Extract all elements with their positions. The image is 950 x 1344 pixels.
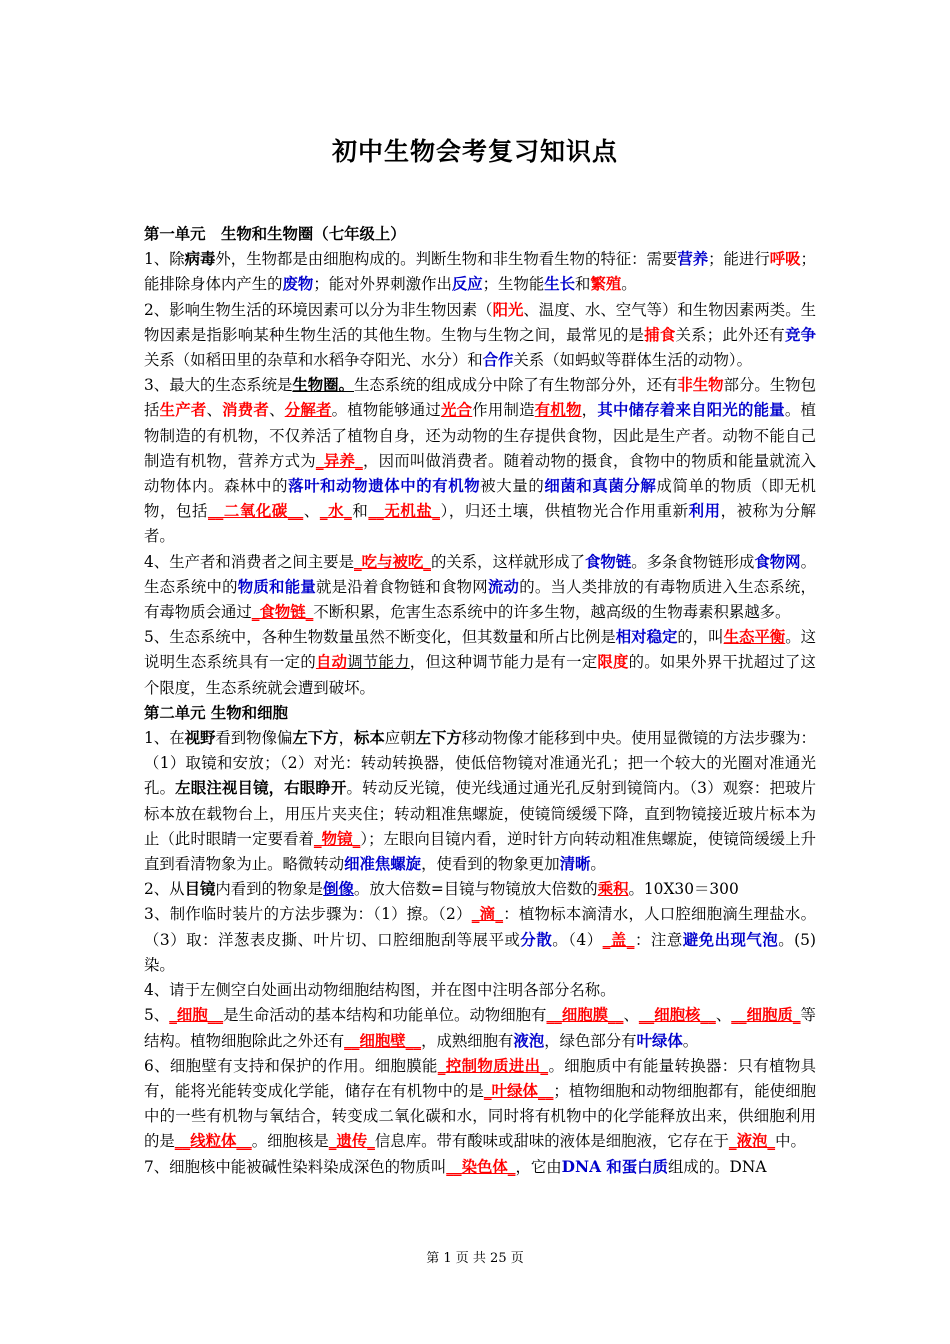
unit1-paragraph-5 bbox=[144, 625, 816, 701]
highlighted-term: 流动 bbox=[487, 577, 520, 596]
text-run: ， bbox=[581, 401, 598, 420]
text-run: 作用制造 bbox=[472, 401, 535, 420]
text-run: 、 bbox=[623, 1006, 639, 1025]
highlighted-term: _控制物质进出_ bbox=[437, 1056, 549, 1075]
text-run: 看到物像偏 bbox=[215, 729, 293, 748]
text-run: 的，叫 bbox=[677, 628, 724, 647]
text-run: ，被称为分解者。 bbox=[144, 502, 816, 546]
text-run: 中。 bbox=[775, 1132, 806, 1151]
highlighted-term: 消费者 bbox=[222, 401, 270, 420]
text-run: 。 bbox=[682, 1031, 699, 1050]
unit2-paragraph-4 bbox=[144, 978, 816, 1003]
text-run: 组成的。DNA bbox=[667, 1157, 767, 1176]
text-run: 、 bbox=[715, 1006, 732, 1025]
highlighted-term: 避免出现气泡 bbox=[682, 930, 779, 949]
text-run: 。植物能够通过 bbox=[331, 401, 441, 420]
unit1-heading: 第一单元 生物和生物圈（七年级上） bbox=[144, 225, 406, 243]
highlighted-term: _细胞__ bbox=[169, 1006, 224, 1025]
highlighted-term: _吃与被吃_ bbox=[353, 552, 431, 571]
text-run: 3、制作临时装片的方法步骤为：（1）擦。（2） bbox=[144, 905, 472, 924]
text-run: 关系；此外还有 bbox=[675, 325, 785, 344]
highlighted-term: 反应 bbox=[451, 275, 483, 294]
highlighted-term: 营养 bbox=[677, 250, 709, 269]
text-run: 1、在 bbox=[144, 729, 185, 748]
highlighted-term: __细胞质_ bbox=[731, 1006, 801, 1025]
highlighted-term: 倒像 bbox=[323, 880, 354, 899]
text-run: 。多条食物链形成 bbox=[631, 552, 755, 571]
text-run: 。细胞质中有能量转换器：只有植物具有，能将光能转变成化学能，储存在有机物中的是 bbox=[144, 1056, 816, 1100]
highlighted-term: _盖_ bbox=[602, 930, 635, 949]
text-run: 。细胞核是 bbox=[251, 1132, 329, 1151]
highlighted-term: _遗传_ bbox=[328, 1132, 375, 1151]
text-run: 、温度、水、空气等）和生物因素两类。生物因素是指影响某种生物生活的其他生物。生物与生物之间，最常见的是 bbox=[144, 300, 816, 344]
text-run: 。 bbox=[590, 855, 606, 874]
text-run: 的。当人类排放的有毒物质进入生态系统，有毒物质会通过 bbox=[144, 577, 816, 622]
highlighted-term: DNA 和蛋白质 bbox=[561, 1157, 668, 1176]
unit1-paragraph-4 bbox=[144, 550, 816, 626]
text-run: 、 bbox=[269, 401, 285, 420]
highlighted-term: _物镜_ bbox=[313, 829, 361, 848]
highlighted-term: 生产者 bbox=[159, 401, 207, 420]
highlighted-term: _滴_ bbox=[471, 905, 504, 924]
highlighted-term: 废物 bbox=[282, 275, 314, 294]
text-run: 信息库。带有酸味或甜味的液体是细胞液，它存在于 bbox=[374, 1132, 729, 1151]
highlighted-term: 合作 bbox=[482, 351, 514, 370]
highlighted-term: 左下方 bbox=[415, 729, 462, 748]
highlighted-term: 食物链 bbox=[584, 552, 632, 571]
highlighted-term: 目镜 bbox=[184, 880, 216, 899]
text-run: 2、影响生物生活的环境因素可以分为非生物因素（ bbox=[144, 300, 493, 319]
text-run: 、 bbox=[303, 502, 320, 521]
unit1-paragraph-3 bbox=[144, 373, 816, 549]
text-run: 4、请于左侧空白处画出动物细胞结构图，并在图中注明各部分名称。 bbox=[144, 981, 616, 1000]
text-run: 。放大倍数=目镜与物镜放大倍数的 bbox=[353, 880, 598, 899]
highlighted-term: 细准焦螺旋 bbox=[344, 855, 422, 874]
highlighted-term: 清晰 bbox=[559, 855, 591, 874]
document-body bbox=[144, 222, 816, 1180]
highlighted-term: _叶绿体__ bbox=[483, 1081, 554, 1100]
text-run: 2、从 bbox=[144, 880, 185, 899]
unit2-paragraph-6 bbox=[144, 1054, 816, 1155]
highlighted-term: 生物圈。 bbox=[292, 376, 354, 395]
text-run: ，成熟细胞有 bbox=[421, 1031, 514, 1050]
text-run: 成简单的物质（即无机物，包括 bbox=[144, 477, 816, 521]
unit2-heading: 第二单元 生物和细胞 bbox=[144, 703, 288, 722]
page-footer: 第 1 页 共 25 页 bbox=[426, 1251, 524, 1266]
highlighted-term: 分解者 bbox=[284, 401, 332, 420]
text-run: ， bbox=[338, 729, 354, 748]
highlighted-term: __染色体_ bbox=[446, 1157, 516, 1176]
text-run: ，绿色部分有 bbox=[544, 1031, 637, 1050]
highlighted-term: 视野 bbox=[184, 729, 216, 748]
unit1-paragraph-1 bbox=[144, 247, 816, 297]
unit2-paragraph-2 bbox=[144, 877, 816, 902]
text-run: 生态系统的组成成分中除了有生物部分外，还有 bbox=[354, 376, 678, 395]
highlighted-term: 左下方 bbox=[292, 729, 339, 748]
text-run: 外，生物都是由细胞构成的。判断生物和非生物看生物的特征：需要 bbox=[215, 250, 678, 269]
text-run: 关系（如蚂蚁等群体生活的动物）。 bbox=[513, 351, 752, 370]
text-run: ；能对外界刺激作出 bbox=[313, 275, 452, 294]
text-run: 。这说明生态系统具有一定的 bbox=[144, 628, 816, 672]
text-run: 部分。生物包括 bbox=[144, 376, 816, 420]
text-run: ）；左眼向目镜内看，逆时针方向转动粗准焦螺旋，使镜筒缓缓上升直到看清物象为止。略微转动 bbox=[144, 829, 816, 874]
highlighted-term: 阳光 bbox=[492, 300, 524, 319]
highlighted-term: 左眼注视目镜，右眼睁开 bbox=[175, 779, 347, 798]
highlighted-term: 乘积 bbox=[597, 880, 629, 899]
text-run: ：植物标本滴清水，人口腔细胞滴生理盐水。（3）取：洋葱表皮撕、叶片切、口腔细胞刮等展平或 bbox=[144, 905, 816, 949]
text-run: 。（4） bbox=[552, 930, 603, 949]
highlighted-term: 竞争 bbox=[784, 325, 816, 344]
text-run: ，使看到的物象更加 bbox=[421, 855, 560, 874]
text-run: ；能排除身体内产生的 bbox=[144, 250, 816, 294]
text-run: 5、 bbox=[144, 1006, 170, 1025]
text-run: 。 bbox=[621, 275, 637, 294]
highlighted-term: 标本 bbox=[354, 729, 385, 748]
text-run: 。生态系统中的 bbox=[144, 552, 816, 596]
highlighted-term: 落叶和动物遗体中的有机物 bbox=[288, 477, 481, 496]
text-run: 7、细胞核中能被碱性染料染成深色的物质叫 bbox=[144, 1157, 447, 1176]
highlighted-term: 调节能力 bbox=[347, 653, 410, 672]
text-run: 就是沿着食物链和食物网 bbox=[315, 577, 488, 596]
highlighted-term: 自动 bbox=[315, 653, 348, 672]
text-run: 和 bbox=[351, 502, 369, 521]
highlighted-term: __二氧化碳__ bbox=[207, 502, 304, 521]
unit2-paragraph-3 bbox=[144, 902, 816, 978]
text-run: 5、生态系统中，各种生物数量虽然不断变化，但其数量和所占比例是 bbox=[144, 628, 616, 647]
highlighted-term: 呼吸 bbox=[769, 250, 801, 269]
highlighted-term: __线粒体__ bbox=[174, 1132, 252, 1151]
text-run: ，但这种调节能力是有一定 bbox=[409, 653, 598, 672]
highlighted-term: 非生物 bbox=[677, 376, 724, 395]
highlighted-term: 物质和能量 bbox=[237, 577, 316, 596]
text-run: 移动物像才能移到中央。使用显微镜的方法步骤为：（1）取镜和安放；（2）对光：转动转换器，使低倍物镜对准通光孔；把一个较大的光圈对准通光孔。 bbox=[144, 729, 816, 798]
unit2-paragraph-5 bbox=[144, 1003, 816, 1053]
text-run: 被大量的 bbox=[480, 477, 545, 496]
text-run: 关系（如稻田里的杂草和水稻争夺阳光、水分）和 bbox=[144, 351, 483, 370]
highlighted-term: 有机物 bbox=[534, 401, 582, 420]
highlighted-term: 细菌和真菌分解 bbox=[544, 477, 657, 496]
text-run: 不断积累，危害生态系统中的许多生物，越高级的生物毒素积累越多。 bbox=[313, 603, 791, 622]
highlighted-term: 繁殖 bbox=[590, 275, 622, 294]
highlighted-term: 叶绿体 bbox=[636, 1031, 683, 1050]
text-run: 的。如果外界干扰超过了这个限度，生态系统就会遭到破坏。 bbox=[144, 653, 816, 697]
text-run: 1、除 bbox=[144, 250, 185, 269]
text-run: 3、最大的生态系统是 bbox=[144, 376, 293, 395]
text-run: ；生物能 bbox=[482, 275, 545, 294]
text-run: 等结构。植物细胞除此之外还有 bbox=[144, 1006, 816, 1050]
highlighted-term: _食物链_ bbox=[251, 603, 314, 622]
highlighted-term: 光合 bbox=[441, 401, 473, 420]
text-run: 是生命活动的基本结构和功能单位。动物细胞有 bbox=[223, 1006, 547, 1025]
text-run: 内看到的物象是 bbox=[215, 880, 324, 899]
text-run: 。转动反光镜，使光线通过通光孔反射到镜筒内。（3）观察：把玻片标本放在载物台上，用压片夹夹住；转动粗准焦螺旋，使镜筒缓缓下降，直到物镜接近玻片标本为止（此时眼睛一定要看着 bbox=[144, 779, 816, 848]
highlighted-term: _异养_ bbox=[315, 451, 363, 470]
text-run: 。植物制造的有机物，不仅养活了植物自身，还为动物的生存提供食物，因此是生产者。动物不能自己制造有机物，营养方式为 bbox=[144, 401, 816, 470]
text-run: ；植物细胞和动物细胞都有，能使细胞中的一些有机物与氧结合，转变成二氧化碳和水，同时将有机物中的化学能释放出来，供细胞利用的是 bbox=[144, 1081, 816, 1151]
text-run: 的关系，这样就形成了 bbox=[430, 552, 585, 571]
highlighted-term: 捕食 bbox=[644, 325, 676, 344]
text-run: 6、细胞壁有支持和保护的作用。细胞膜能 bbox=[144, 1056, 438, 1075]
text-run: ，它由 bbox=[515, 1157, 562, 1176]
text-run: 。(5)染。 bbox=[144, 930, 816, 974]
highlighted-term: __细胞膜__ bbox=[546, 1006, 624, 1025]
text-run: 和 bbox=[575, 275, 591, 294]
highlighted-term: 病毒 bbox=[184, 250, 216, 269]
text-run: 应朝 bbox=[384, 729, 416, 748]
text-run: ：注意 bbox=[634, 930, 683, 949]
highlighted-term: 生长 bbox=[544, 275, 576, 294]
unit2-paragraph-1 bbox=[144, 726, 816, 877]
unit1-paragraph-2 bbox=[144, 298, 816, 374]
unit2-paragraph-7 bbox=[144, 1155, 816, 1180]
highlighted-term: __细胞壁__ bbox=[344, 1031, 422, 1050]
page-title: 初中生物会考复习知识点 bbox=[331, 137, 618, 166]
text-run: ，因而叫做消费者。随着动物的摄食，食物中的物质和能量就流入动物体内。森林中的 bbox=[144, 451, 816, 496]
text-run: 。10X30＝300 bbox=[628, 880, 739, 899]
highlighted-term: 食物网 bbox=[754, 552, 801, 571]
highlighted-term: 液泡 bbox=[513, 1031, 545, 1050]
highlighted-term: 分散 bbox=[520, 930, 553, 949]
highlighted-term: 利用 bbox=[688, 502, 721, 521]
highlighted-term: 其中储存着来自阳光的能量 bbox=[597, 401, 785, 420]
text-run: ），归还土壤，供植物光合作用重新 bbox=[440, 502, 689, 521]
text-run: 4、生产者和消费者之间主要是 bbox=[144, 552, 354, 571]
highlighted-term: _水_ bbox=[319, 502, 352, 521]
highlighted-term: 生态平衡 bbox=[723, 628, 786, 647]
highlighted-term: _液泡_ bbox=[728, 1132, 776, 1151]
highlighted-term: 限度 bbox=[597, 653, 629, 672]
highlighted-term: __细胞核__ bbox=[638, 1006, 716, 1025]
text-run: ；能进行 bbox=[708, 250, 770, 269]
highlighted-term: 相对稳定 bbox=[615, 628, 678, 647]
highlighted-term: __无机盐_ bbox=[368, 502, 441, 521]
text-run: 、 bbox=[206, 401, 223, 420]
